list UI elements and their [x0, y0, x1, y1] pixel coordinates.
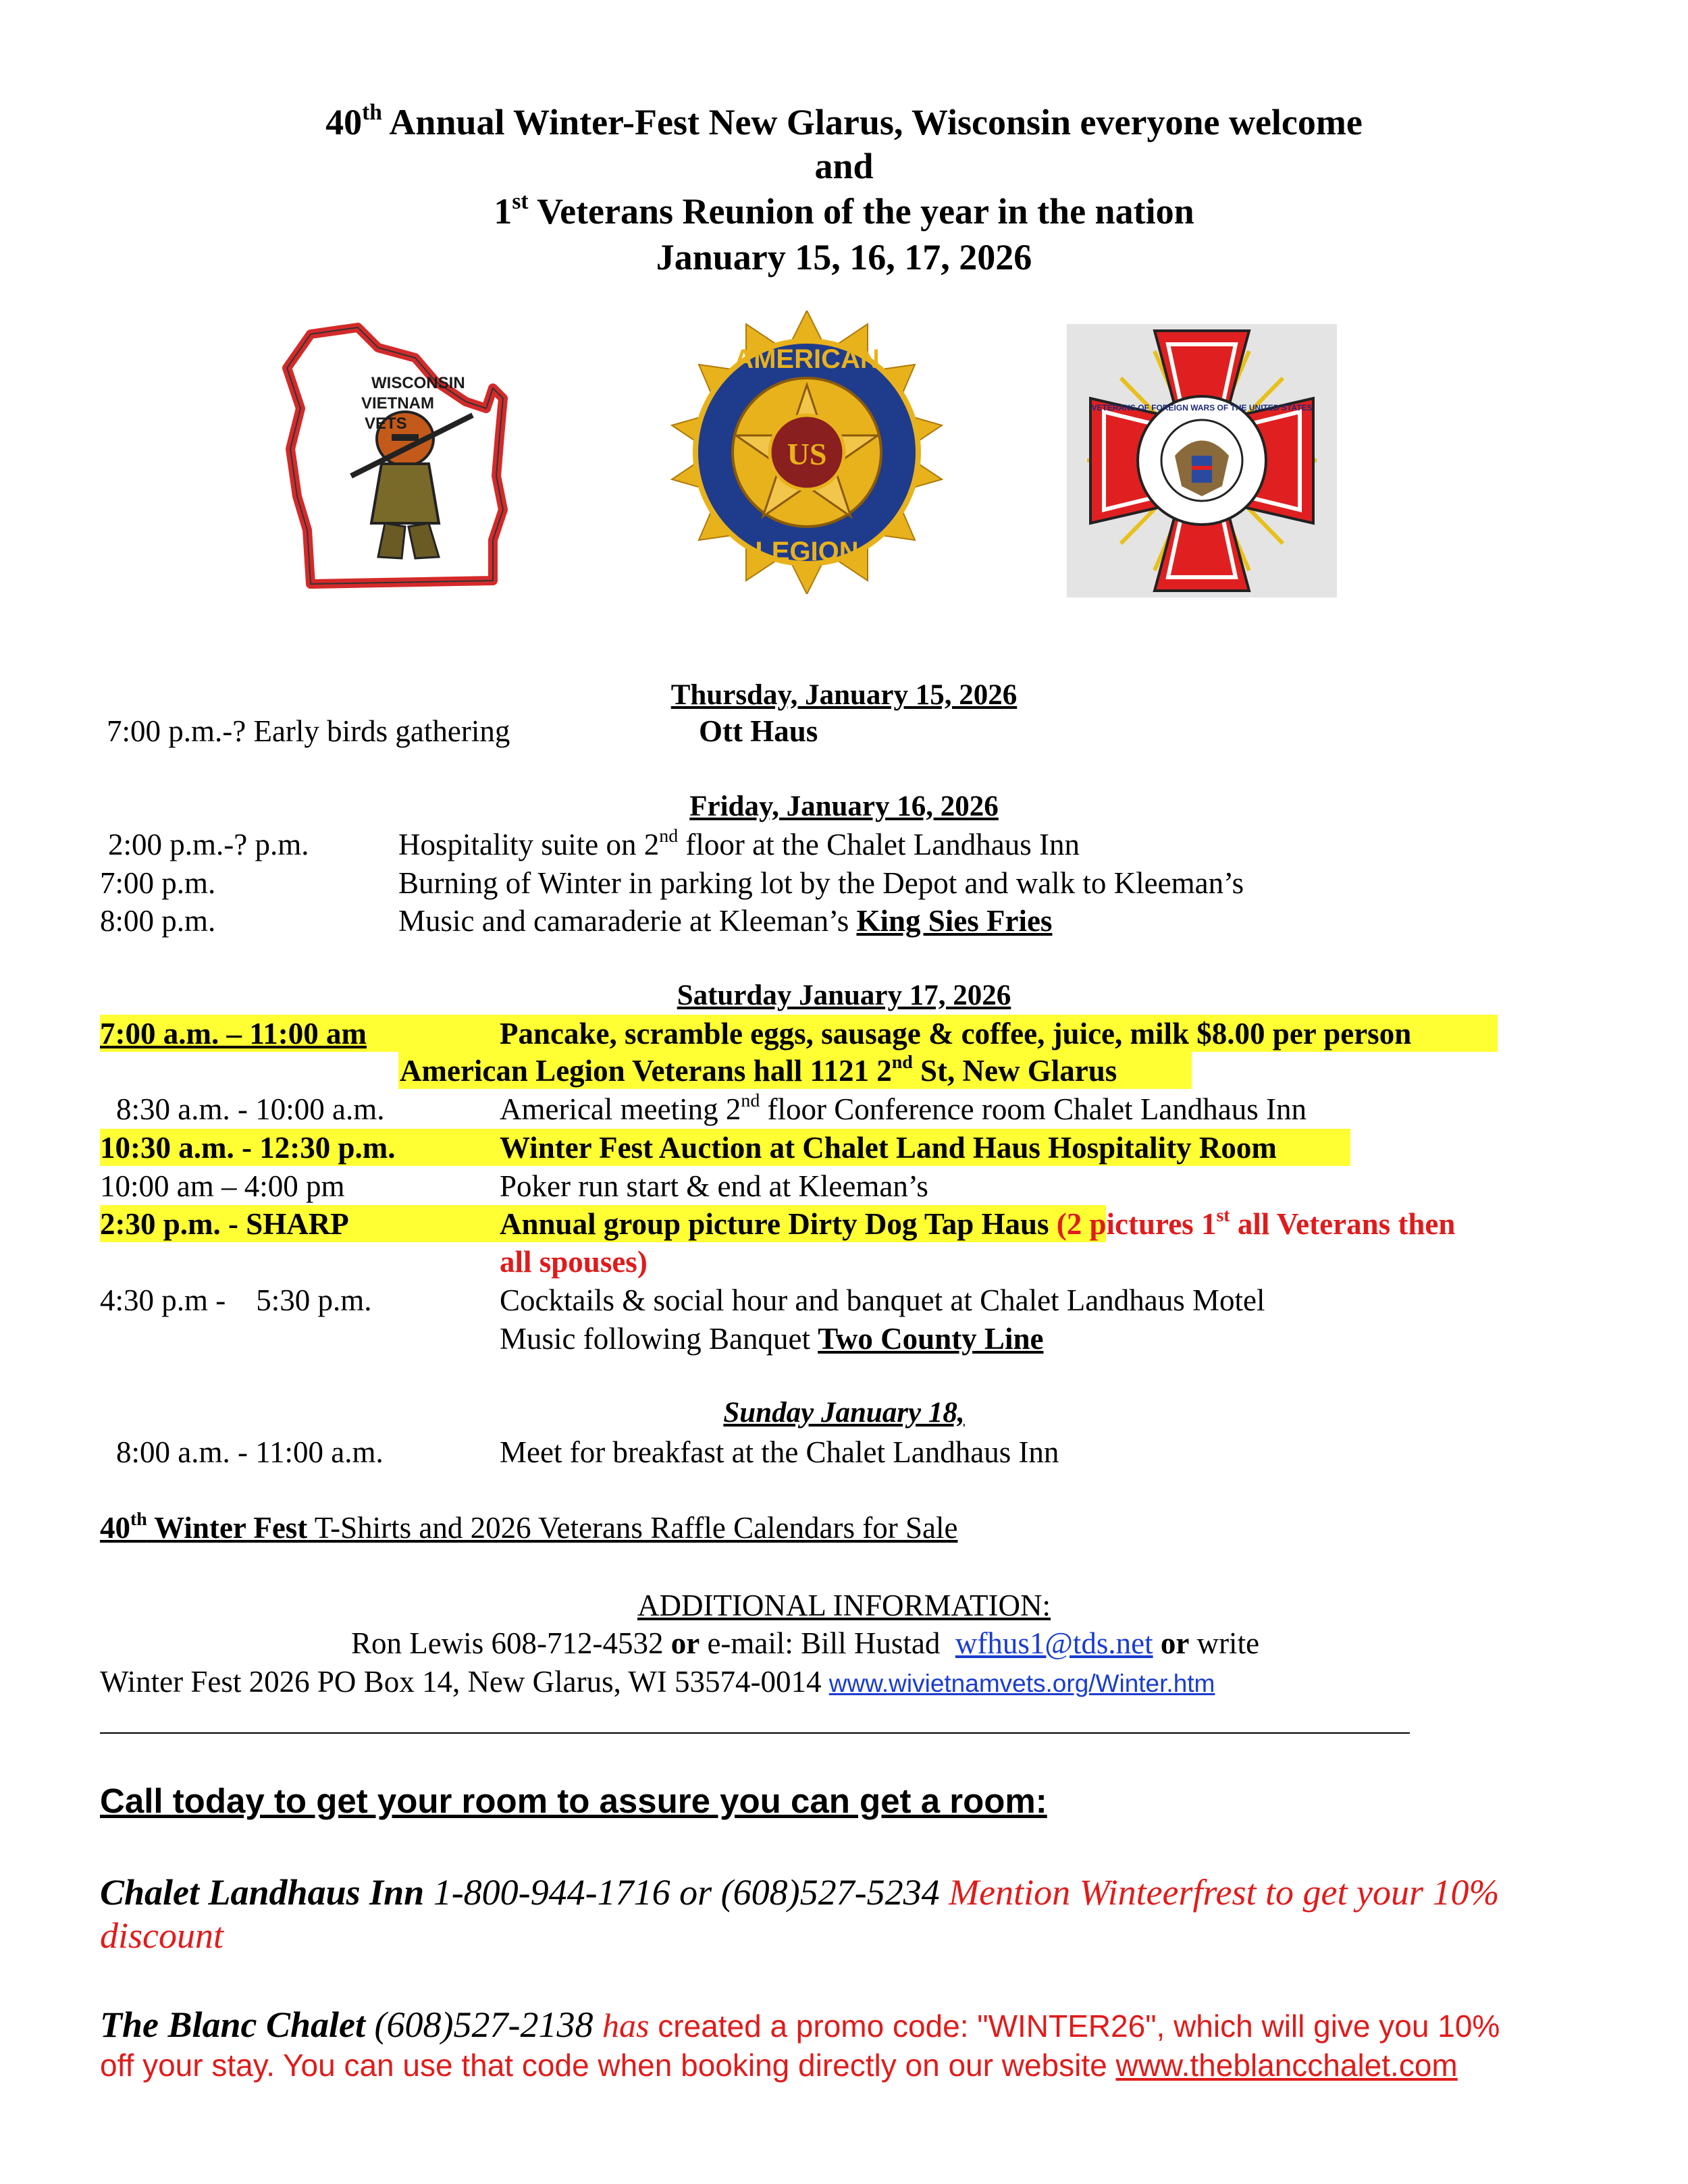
blanc-phone: (608)527-2138	[365, 2004, 602, 2045]
vfw-ring-label: VETERANS OF FOREIGN WARS OF THE UNITED STATES	[1091, 403, 1313, 412]
saturday-r2-time: 8:30 a.m. - 10:00 a.m.	[116, 1092, 385, 1126]
friday-r1-text: Hospitality suite on 2nd floor at the Chalet Landhaus Inn	[398, 826, 1080, 861]
saturday-r3-text: Winter Fest Auction at Chalet Land Haus Hospitality Room	[500, 1131, 1277, 1165]
legion-bottom-label: LEGION	[755, 537, 859, 566]
chalet-name: Chalet Landhaus Inn	[100, 1872, 425, 1913]
chalet-discount-line2: discount	[100, 1915, 223, 1956]
saturday-r7-text: Music following Banquet Two County Line	[500, 1322, 1044, 1356]
thursday-heading: Thursday, January 15, 2026	[670, 679, 1018, 711]
american-legion-logo	[665, 311, 949, 594]
friday-heading: Friday, January 16, 2026	[689, 791, 999, 822]
american-legion-emblem-icon	[665, 311, 949, 594]
friday-r1-time: 2:00 p.m.-? p.m.	[108, 828, 309, 861]
wisconsin-state-icon	[270, 307, 540, 591]
friday-r3-text: Music and camaraderie at Kleeman’s King Sies Fries	[398, 904, 1053, 938]
thursday-time: 7:00 p.m.-? Early birds gathering	[107, 714, 510, 748]
blanc-line: The Blanc Chalet (608)527-2138 has created a promo code: "WINTER26", which will give you 10%	[100, 2004, 1500, 2045]
thursday-place: Ott Haus	[699, 714, 818, 748]
blanc-website-link[interactable]: www.theblancchalet.com	[1115, 2048, 1458, 2083]
saturday-r1b-text: American Legion Veterans hall 1121 2nd St, New Glarus	[400, 1052, 1117, 1088]
blanc-line2: off your stay. You can use that code when booking directly on our website www.theblancchalet.com	[100, 2048, 1458, 2083]
address-line: Winter Fest 2026 PO Box 14, New Glarus, WI 53574-0014 www.wivietnamvets.org/Winter.htm	[100, 1665, 1215, 1699]
sunday-text: Meet for breakfast at the Chalet Landhaus Inn	[500, 1435, 1059, 1469]
friday-r3-time: 8:00 p.m.	[100, 904, 216, 938]
saturday-r5-note-line2: all spouses)	[500, 1245, 648, 1279]
chalet-phone: 1-800-944-1716 or (608)527-5234	[424, 1872, 949, 1913]
wisconsin-label: WISCONSIN	[371, 374, 465, 392]
legion-top-label: AMERICAN	[734, 344, 880, 374]
additional-info-heading: ADDITIONAL INFORMATION:	[637, 1589, 1051, 1622]
title-line-1: 40th Annual Winter-Fest New Glarus, Wisconsin everyone welcome	[325, 99, 1363, 142]
vietnam-label: VIETNAM	[361, 394, 434, 412]
title-dates: January 15, 16, 17, 2026	[656, 237, 1032, 277]
friday-r2-text: Burning of Winter in parking lot by the Depot and walk to Kleeman’s	[398, 866, 1244, 900]
saturday-r6-text: Cocktails & social hour and banquet at Chalet Landhaus Motel	[500, 1283, 1265, 1317]
us-center-label: US	[787, 437, 827, 471]
saturday-r2-text: Americal meeting 2nd floor Conference room Chalet Landhaus Inn	[500, 1090, 1307, 1126]
chalet-discount: Mention Winteerfrest to get your 10%	[949, 1872, 1500, 1913]
divider	[100, 1732, 1410, 1734]
merch-sale-line: 40th Winter Fest T-Shirts and 2026 Veterans Raffle Calendars for Sale	[100, 1509, 958, 1545]
two-county-line-band: Two County Line	[818, 1322, 1044, 1356]
saturday-heading: Saturday January 17, 2026	[677, 980, 1011, 1011]
saturday-r1-text: Pancake, scramble eggs, sausage & coffee, juice, milk $8.00 per person	[500, 1017, 1412, 1050]
saturday-r4-text: Poker run start & end at Kleeman’s	[500, 1169, 928, 1203]
title-line-3: 1st Veterans Reunion of the year in the nation	[494, 188, 1194, 232]
saturday-r4-time: 10:00 am – 4:00 pm	[100, 1169, 345, 1203]
king-sies-fries-band: King Sies Fries	[856, 904, 1053, 938]
saturday-r6-time: 4:30 p.m - 5:30 p.m.	[100, 1283, 372, 1317]
rooms-heading: Call today to get your room to assure you can get a room:	[100, 1782, 1047, 1820]
saturday-r5-time: 2:30 p.m. - SHARP	[100, 1207, 349, 1241]
vfw-logo	[1067, 324, 1337, 597]
wivietnamvets-link[interactable]: www.wivietnamvets.org/Winter.htm	[828, 1670, 1215, 1697]
contact-line: Ron Lewis 608-712-4532 or e-mail: Bill Hustad wfhus1@tds.net or write	[351, 1626, 1260, 1660]
wisconsin-vietnam-vets-logo	[270, 307, 540, 591]
title-line-2: and	[814, 146, 874, 186]
group-picture-note: (2 pictures 1st all Veterans then	[1049, 1205, 1456, 1241]
sunday-time: 8:00 a.m. - 11:00 a.m.	[116, 1435, 384, 1469]
blanc-name: The Blanc Chalet	[100, 2004, 366, 2045]
sunday-heading: Sunday January 18,	[723, 1397, 965, 1429]
saturday-r5-text: Annual group picture Dirty Dog Tap Haus (2 pictures 1st all Veterans then	[500, 1205, 1456, 1241]
chalet-line	[100, 1871, 1499, 1913]
vets-label: VETS	[365, 415, 407, 433]
friday-r2-time: 7:00 p.m.	[100, 866, 216, 900]
vfw-cross-icon	[1067, 324, 1337, 597]
blanc-promo: created a promo code: "WINTER26", which will give you 10%	[649, 2008, 1500, 2044]
email-link[interactable]: wfhus1@tds.net	[955, 1626, 1153, 1660]
saturday-r3-time: 10:30 a.m. - 12:30 p.m.	[100, 1131, 396, 1165]
saturday-r1-time: 7:00 a.m. – 11:00 am	[100, 1017, 367, 1050]
